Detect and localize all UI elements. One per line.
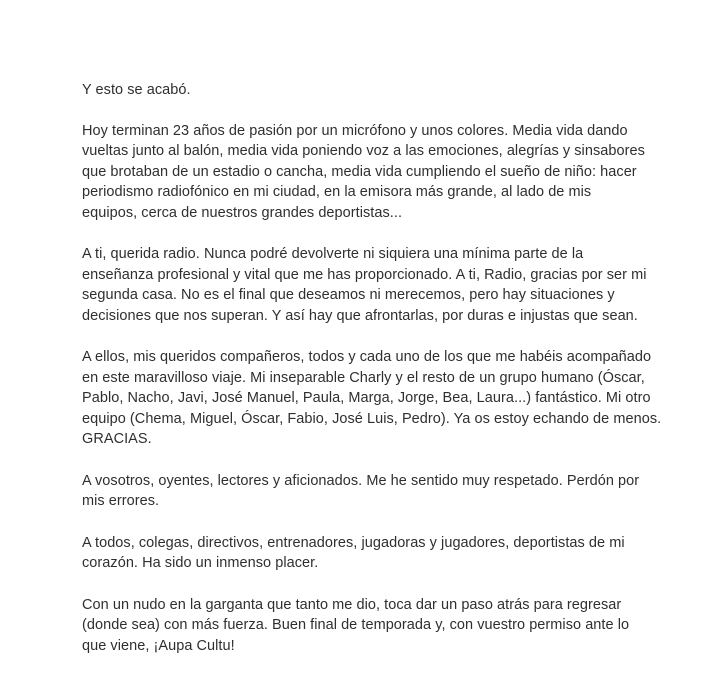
text-line: mis errores. (82, 493, 160, 509)
text-line: A ellos, mis queridos compañeros, todos y cada uno de los que me habéis acompañado (82, 349, 652, 365)
text-line: (donde sea) con más fuerza. Buen final de temporada y, con vuestro permiso ante lo (82, 617, 630, 633)
text-line: equipo (Chema, Miguel, Óscar, Fabio, José Luis, Pedro). Ya os estoy echando de menos. (82, 410, 662, 427)
text-line: GRACIAS. (82, 431, 152, 447)
text-line: que brotaban de un estadio o cancha, media vida cumpliendo el sueño de niño: hacer (82, 163, 637, 180)
paragraph-colleagues (82, 347, 687, 450)
paragraph-audience (82, 471, 687, 512)
text-line: Con un nudo en la garganta que tanto me dio, toca dar un paso atrás para regresar (82, 596, 622, 613)
farewell-letter (82, 80, 687, 656)
text-line: que viene, ¡Aupa Cultu! (82, 637, 235, 654)
text-line: en este maravilloso viaje. Mi inseparable Charly y el resto de un grupo humano (Óscar, (82, 369, 645, 386)
text-line: segunda casa. No es el final que deseamos ni merecemos, pero hay situaciones y (82, 287, 615, 303)
text-line: enseñanza profesional y vital que me has proporcionado. A ti, Radio, gracias por ser mi (82, 266, 647, 283)
paragraph-everyone (82, 533, 687, 574)
text-line: A todos, colegas, directivos, entrenadores, jugadoras y jugadores, deportistas de mi (82, 534, 625, 551)
text-line: vueltas junto al balón, media vida poniendo voz a las emociones, alegrías y sinsabores (82, 143, 645, 159)
paragraph-intro (82, 121, 687, 224)
text-line: equipos, cerca de nuestros grandes deportistas... (82, 204, 403, 221)
text-line: corazón. Ha sido un inmenso placer. (82, 555, 319, 571)
paragraph-closing (82, 595, 687, 657)
text-line: decisiones que nos superan. Y así hay que afrontarlas, por duras e injustas que sean. (82, 307, 638, 324)
letter-title: Y esto se acabó. (82, 82, 191, 98)
text-line: A ti, querida radio. Nunca podré devolverte ni siquiera una mínima parte de la (82, 246, 584, 262)
text-line: periodismo radiofónico en mi ciudad, en la emisora más grande, al lado de mis (82, 184, 592, 200)
text-line: Pablo, Nacho, Javi, José Manuel, Paula, Marga, Jorge, Bea, Laura...) fantástico. Mi otro (82, 390, 651, 406)
text-line: A vosotros, oyentes, lectores y aficionados. Me he sentido muy respetado. Perdón por (82, 472, 640, 489)
text-line: Hoy terminan 23 años de pasión por un micrófono y unos colores. Media vida dando (82, 122, 628, 139)
paragraph-radio (82, 244, 687, 326)
